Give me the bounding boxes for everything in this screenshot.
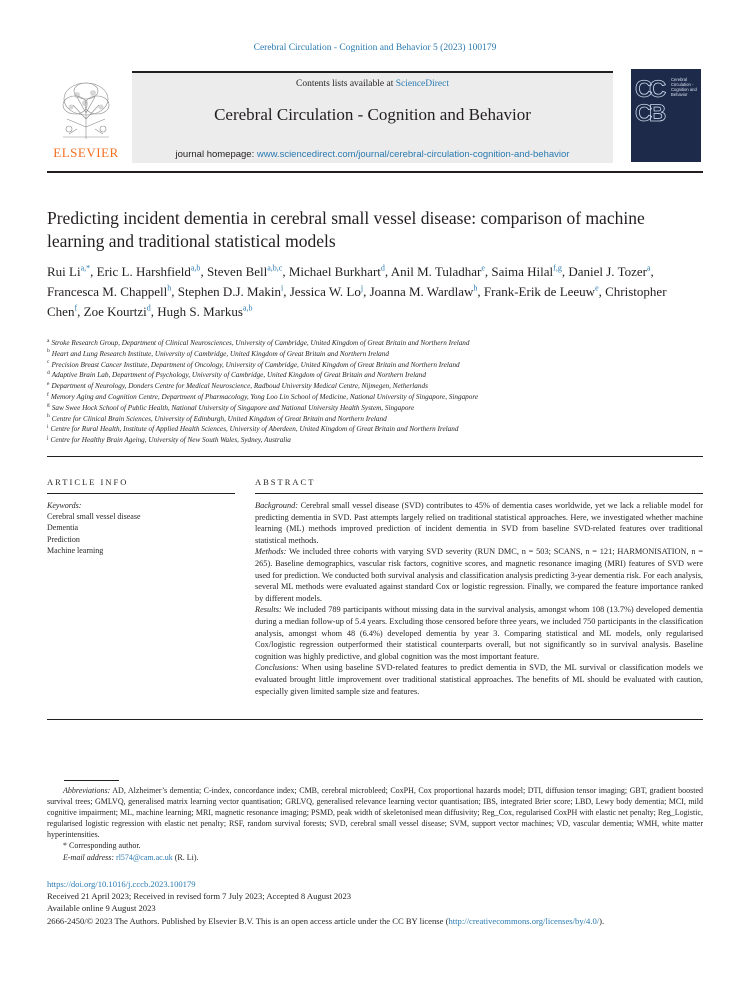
author[interactable] <box>484 284 605 299</box>
affiliation-list <box>47 338 697 446</box>
abbreviations-label: Abbreviations: <box>63 786 111 795</box>
abstract-body <box>255 500 703 697</box>
copyright-line <box>47 915 727 927</box>
copyright-suffix: ). <box>599 915 605 926</box>
author-separator: , <box>77 304 84 319</box>
svg-text:C: C <box>635 76 653 103</box>
cover-title-line: Cognition and <box>671 87 697 93</box>
author-name: Hugh S. Markus <box>157 304 243 319</box>
author-affiliation-mark[interactable]: a <box>646 263 651 273</box>
affiliation-mark: f <box>47 391 49 398</box>
cover-title <box>671 77 699 97</box>
svg-text:B: B <box>649 100 667 127</box>
affiliation-text: Memory Aging and Cognition Centre, Department of Pharmacology, Yong Loo Lin School of Medicine, National University of Singapore, Singapore <box>50 392 479 401</box>
background-text: Cerebral small vessel disease (SVD) contributes to 45% of dementia cases worldwide, yet we lack a reliable model for predicting dementia in SVD. Past attempts largely relied on traditional statistical approaches. Here, we investigated whether machine learning (ML) methods improved prediction of incident dementia in SVD from baseline SVD-related features over traditional statistical methods. <box>255 501 703 545</box>
author[interactable] <box>289 264 391 279</box>
section-rule-bottom <box>47 719 703 720</box>
abstract-methods <box>255 546 703 604</box>
author-name: Daniel J. Tozer <box>568 264 647 279</box>
publisher-wordmark: ELSEVIER <box>53 145 119 160</box>
affiliation-text: Precision Breast Cancer Institute, Department of Oncology, University of Cambridge, United Kingdom of Great Britain and Northern Ireland <box>51 360 460 369</box>
author[interactable] <box>157 304 252 319</box>
author-separator: , <box>363 284 370 299</box>
affiliation-text: Centre for Rural Health, Institute of Applied Health Sciences, University of Aberdeen, United Kingdom of Great Britain and Northern Ireland <box>50 425 459 434</box>
abstract-background <box>255 500 703 546</box>
affiliation-mark: e <box>47 380 50 387</box>
running-head[interactable]: Cerebral Circulation - Cognition and Behavior 5 (2023) 100179 <box>253 43 497 53</box>
elsevier-tree-icon <box>55 79 117 141</box>
affiliation-mark: a <box>47 337 50 344</box>
affiliation-mark: d <box>47 370 50 376</box>
author-affiliation-mark[interactable]: h <box>473 283 478 293</box>
author-name: Anil M. Tuladhar <box>390 264 482 279</box>
author[interactable] <box>568 264 653 279</box>
homepage-link[interactable]: www.sciencedirect.com/journal/cerebral-circulation-cognition-and-behavior <box>256 149 570 160</box>
author[interactable] <box>97 264 207 279</box>
author[interactable] <box>178 284 290 299</box>
affiliation-text: Centre for Clinical Brain Sciences, University of Edinburgh, United Kingdom of Great Britain and Northern Ireland <box>51 414 387 423</box>
sciencedirect-link[interactable]: ScienceDirect <box>395 79 449 89</box>
homepage-line <box>132 149 613 160</box>
email-link[interactable]: rl574@cam.ac.uk <box>116 852 173 862</box>
doi-link[interactable]: https://doi.org/10.1016/j.cccb.2023.100179 <box>47 879 196 889</box>
author-name: Christopher Chen <box>47 284 667 319</box>
author-separator: , <box>477 284 484 299</box>
results-label: Results: <box>255 605 282 615</box>
affiliation-mark: g <box>47 402 50 409</box>
keyword: Machine learning <box>47 545 104 555</box>
masthead <box>47 69 713 163</box>
author-affiliation-mark[interactable]: f,g <box>553 263 562 273</box>
affiliation <box>47 392 697 403</box>
svg-text:C: C <box>635 100 653 127</box>
affiliation <box>47 370 697 381</box>
affiliation <box>47 403 697 414</box>
received-dates: Received 21 April 2023; Received in revised form 7 July 2023; Accepted 8 August 2023 <box>47 891 352 902</box>
affiliation-text: Stroke Research Group, Department of Clinical Neurosciences, University of Cambridge, United Kingdom of Great Britain and Northern Ireland <box>51 339 470 347</box>
author[interactable] <box>84 304 158 319</box>
affiliation-text: Adaptive Brain Lab, Department of Psychology, University of Cambridge, United Kingdom of Great Britain and Northern Ireland <box>51 371 426 380</box>
keyword: Cerebral small vessel disease <box>47 512 141 522</box>
author-separator: , <box>150 304 158 319</box>
affiliation <box>47 349 697 360</box>
available-online: Available online 9 August 2023 <box>47 903 156 914</box>
affiliation-text: Heart and Lung Research Institute, University of Cambridge, United Kingdom of Great Britain and Northern Ireland <box>51 349 389 358</box>
cover-title-line: Behavior <box>671 92 688 98</box>
author-affiliation-mark[interactable]: a,b <box>242 303 253 313</box>
author[interactable] <box>47 264 97 279</box>
author-name: Eric L. Harshfield <box>96 264 191 279</box>
affiliation <box>47 360 697 371</box>
author-separator: , <box>200 264 207 279</box>
abstract-results <box>255 604 703 662</box>
author[interactable] <box>391 264 492 279</box>
email-suffix: (R. Li). <box>172 852 199 862</box>
affiliation-mark: c <box>47 359 50 366</box>
abbreviations-footnote <box>47 785 703 840</box>
affiliation <box>47 414 697 425</box>
author-name: Saima Hilal <box>491 264 554 279</box>
author-name: Zoe Kourtzi <box>83 304 147 319</box>
contents-line <box>132 79 613 89</box>
author-name: Stephen D.J. Makin <box>177 284 281 299</box>
abstract-heading: ABSTRACT <box>255 477 316 487</box>
author-separator: , <box>484 264 492 279</box>
author-separator: , <box>283 284 290 299</box>
cover-title-line: Cerebral <box>671 77 688 82</box>
author-affiliation-mark[interactable]: h <box>167 283 172 293</box>
affiliation <box>47 424 697 435</box>
footnotes <box>47 785 703 863</box>
article-title: Predicting incident dementia in cerebral small vessel disease: comparison of machine learning and traditional statistical models <box>47 208 645 251</box>
author-name: Jessica W. Lo <box>289 284 361 299</box>
corresponding-footnote <box>47 840 703 851</box>
methods-label: Methods: <box>255 547 287 557</box>
affiliation-mark: i <box>47 423 49 430</box>
author-affiliation-mark[interactable]: f <box>74 303 78 313</box>
corresponding-text: Corresponding author. <box>67 841 141 851</box>
journal-title: Cerebral Circulation - Cognition and Behavior <box>214 105 531 124</box>
email-footnote <box>47 852 703 863</box>
footnote-rule <box>64 780 119 781</box>
author[interactable] <box>370 284 484 299</box>
author-name: Michael Burkhart <box>288 264 381 279</box>
author-separator: , <box>90 264 97 279</box>
author-affiliation-mark[interactable]: j <box>360 283 364 293</box>
author-separator: , <box>282 264 289 279</box>
article-info-heading: ARTICLE INFO <box>47 477 129 487</box>
author-name: Francesca M. Chappell <box>47 284 168 299</box>
author-separator: , <box>384 264 391 279</box>
affiliation-text: Department of Neurology, Donders Centre for Medical Neuroscience, Radboud University Medical Centre, Nijmegen, Netherlands <box>51 382 428 391</box>
license-link[interactable]: http://creativecommons.org/licenses/by/4.0/ <box>448 915 600 926</box>
author[interactable] <box>207 264 289 279</box>
affiliation <box>47 435 697 446</box>
author-affiliation-mark[interactable]: e <box>481 263 485 273</box>
section-rule <box>47 456 703 457</box>
conclusions-label: Conclusions: <box>255 663 299 673</box>
keyword: Prediction <box>47 534 80 544</box>
author-separator: , <box>171 284 178 299</box>
results-text: We included 789 participants without missing data in the survival analysis, amongst whom 108 (13.7%) developed dementia during a median follow-up of 5.4 years. Excluding those censored before three years, we included 750 participants in the classification analysis, amongst whom 48 (6.4%) developed dementia by year 3. Comparing statistical and ML models, only regularised Cox/logistic regression outperformed their statistical counterparts overall, but not significantly so in survival analysis. Baseline cognition was highly predictive, and global cognition was the most important feature. <box>255 605 703 661</box>
masthead-rule <box>47 171 703 173</box>
affiliation-mark: j <box>47 434 49 441</box>
author-name: Frank-Erik de Leeuw <box>483 284 596 299</box>
homepage-prefix: journal homepage: <box>175 149 257 160</box>
author-separator: , <box>561 264 569 279</box>
author-name: Rui Li <box>47 264 81 279</box>
author-affiliation-mark[interactable]: d <box>380 263 385 273</box>
copyright-text: 2666-2450/© 2023 The Authors. Published by Elsevier B.V. This is an open access article under the CC BY license ( <box>47 915 449 926</box>
cover-title-line: Circulation - <box>671 82 694 88</box>
abbreviations-text: AD, Alzheimer’s dementia; C-index, concordance index; CMB, cerebral microbleed; CoxPH, Cox proportional hazards model; DTI, diffusion tensor imaging; GBT, gradient boosted survival trees; GMLVQ, generalised matrix learning vector quantisation; GRLVQ, generalised relevance learning vector quantisation; IBS, integrated Brier score; LBD, Lewy body dementia; MCI, mild cognitive impairment; ML, machine learning; MRI, magnetic resonance imaging; PSMD, peak width of skeletonised mean diffusivity; Reg_Cox, regularised CoxPH with elastic net penalty; Reg_Logistic, regularised logistic regression with elastic net penalty; RSF, random survival forests; SVD, cerebral small vessel disease; SVM, support vector machines; VD, vascular dementia; WMH, white matter hyperintensities. <box>47 786 703 840</box>
conclusions-text: When using baseline SVD-related features to predict dementia in SVD, the ML survival or classification models we evaluated brought little improvement over traditional statistical approaches. The benefits of ML should be evaluated with caution, especially given limited sample size and features. <box>255 663 703 696</box>
affiliation <box>47 338 697 349</box>
background-label: Background: <box>255 501 299 510</box>
contents-prefix: Contents lists available at <box>295 79 396 89</box>
article-info-rule <box>47 493 235 494</box>
affiliation-mark: b <box>47 348 50 355</box>
author-name: Steven Bell <box>206 264 268 279</box>
email-label: E-mail address: <box>63 852 115 862</box>
journal-cover[interactable] <box>631 69 701 162</box>
keywords-block <box>47 500 235 556</box>
keywords-label: Keywords: <box>47 501 82 510</box>
author[interactable] <box>290 284 370 299</box>
affiliation-mark: h <box>47 413 50 420</box>
masthead-center <box>132 71 613 163</box>
author[interactable] <box>491 264 568 279</box>
author-separator: , <box>650 264 654 279</box>
author[interactable] <box>47 284 178 299</box>
abstract-rule <box>255 493 703 494</box>
affiliation-text: Centre for Healthy Brain Ageing, University of New South Wales, Sydney, Australia <box>50 436 291 445</box>
svg-text:C: C <box>649 76 667 103</box>
author-affiliation-mark[interactable]: e <box>595 283 599 293</box>
author-affiliation-mark[interactable]: a,b,c <box>267 263 283 273</box>
affiliation-text: Saw Swee Hock School of Public Health, National University of Singapore and National University Health System, Singapore <box>51 403 415 412</box>
author-affiliation-mark[interactable]: d <box>146 303 151 313</box>
corresponding-mark: * <box>63 841 67 851</box>
author-affiliation-mark[interactable]: a,b <box>190 263 201 273</box>
author-list <box>47 262 697 322</box>
author-affiliation-mark[interactable]: a,* <box>80 263 91 273</box>
author-separator: , <box>598 284 606 299</box>
elsevier-logo <box>47 79 125 159</box>
author-name: Joanna M. Wardlaw <box>369 284 474 299</box>
author-affiliation-mark[interactable]: i <box>281 283 284 293</box>
keyword: Dementia <box>47 523 79 533</box>
methods-text: We included three cohorts with varying SVD severity (RUN DMC, n = 503; SCANS, n = 121; HARMONISATION, n = 265). Baseline demographics, vascular risk factors, cognitive scores, and magnetic resonance imaging (MRI) features of SVD were used for prediction. We conducted both survival analysis and classification analysis predicting 3-year dementia risk. For each analysis, several ML methods were evaluated against standard Cox or logistic regression. Finally, we compared the feature importance ranked by different models. <box>255 547 703 603</box>
affiliation <box>47 381 697 392</box>
publication-info <box>47 878 727 927</box>
abstract-conclusions <box>255 662 703 697</box>
